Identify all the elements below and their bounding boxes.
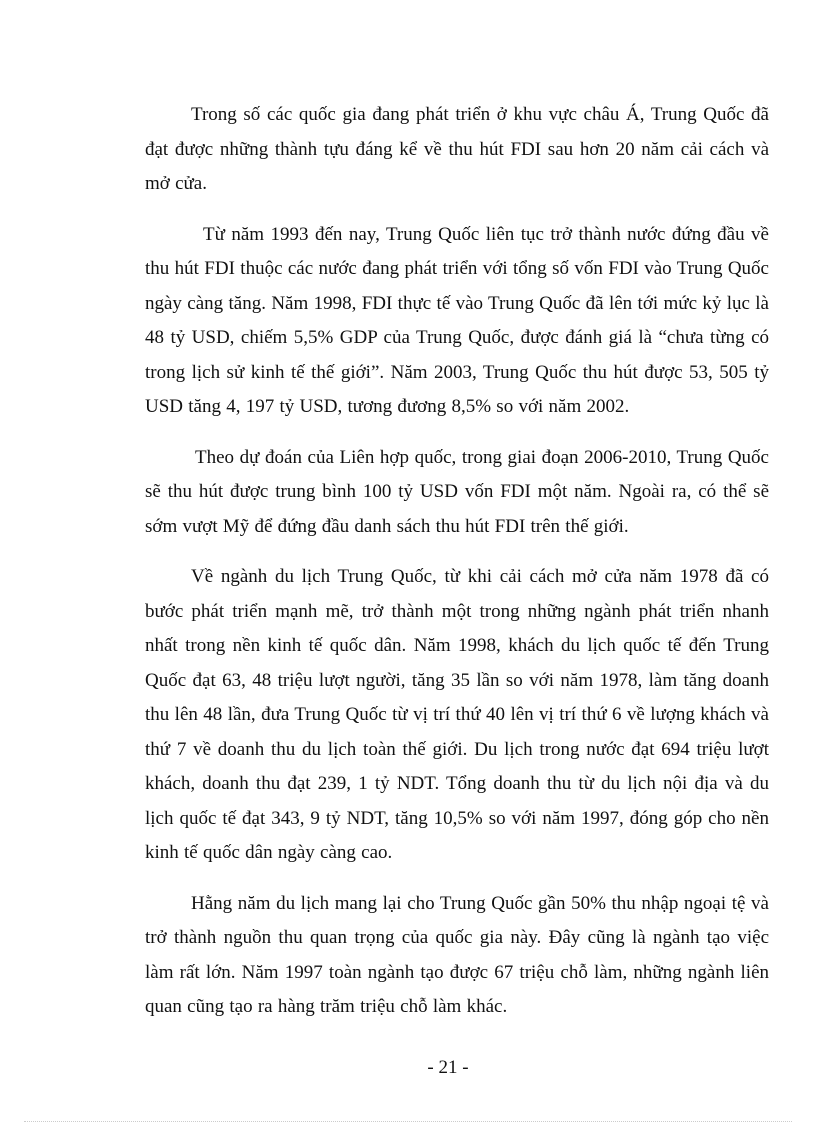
footer-divider — [24, 1121, 792, 1122]
page-number: - 21 - — [427, 1057, 469, 1078]
paragraph-fdi-asia: Trong số các quốc gia đang phát triển ở khu vực châu Á, Trung Quốc đã đạt được những thành tựu đáng kể về thu hút FDI sau hơn 20 năm cải cách và mở cửa. — [145, 104, 769, 194]
paragraph-tourism-development: Về ngành du lịch Trung Quốc, từ khi cải cách mở cửa năm 1978 đã có bước phát triển mạnh mẽ, trở thành một trong những ngành phát triển nhanh nhất trong nền kinh tế quốc dân. Năm 1998, khách du lịch quốc tế đến Trung Quốc đạt 63, 48 triệu lượt người, tăng 35 lần so với năm 1978, làm tăng doanh thu lên 48 lần, đưa Trung Quốc từ vị trí thứ 40 lên vị trí thứ 6 về lượng khách và thứ 7 về doanh thu du lịch toàn thế giới. Du lịch trong nước đạt 694 triệu lượt khách, doanh thu đạt 239, 1 tỷ NDT. Tổng doanh thu từ du lịch nội địa và du lịch quốc tế đạt 343, 9 tỷ NDT, tăng 10,5% so với năm 1997, đóng góp cho nền kinh tế quốc dân ngày càng cao. — [145, 566, 769, 863]
paragraph-fdi-growth: Từ năm 1993 đến nay, Trung Quốc liên tục trở thành nước đứng đầu về thu hút FDI thuộc các nước đang phát triển với tổng số vốn FDI vào Trung Quốc ngày càng tăng. Năm 1998, FDI thực tế vào Trung Quốc đã lên tới mức kỷ lục là 48 tỷ USD, chiếm 5,5% GDP của Trung Quốc, được đánh giá là “chưa từng có trong lịch sử kinh tế thế giới”. Năm 2003, Trung Quốc thu hút được 53, 505 tỷ USD tăng 4, 197 tỷ USD, tương đương 8,5% so với năm 2002. — [145, 223, 769, 417]
paragraph-tourism-revenue: Hằng năm du lịch mang lại cho Trung Quốc gần 50% thu nhập ngoại tệ và trở thành nguồn thu quan trọng của quốc gia này. Đây cũng là ngành tạo việc làm rất lớn. Năm 1997 toàn ngành tạo được 67 triệu chỗ làm, những ngành liên quan cũng tạo ra hàng trăm triệu chỗ làm khác. — [145, 892, 769, 1017]
body-text — [145, 98, 769, 1025]
paragraph-un-forecast: Theo dự đoán của Liên hợp quốc, trong giai đoạn 2006-2010, Trung Quốc sẽ thu hút được trung bình 100 tỷ USD vốn FDI một năm. Ngoài ra, có thể sẽ sớm vượt Mỹ để đứng đầu danh sách thu hút FDI trên thế giới. — [145, 446, 769, 537]
